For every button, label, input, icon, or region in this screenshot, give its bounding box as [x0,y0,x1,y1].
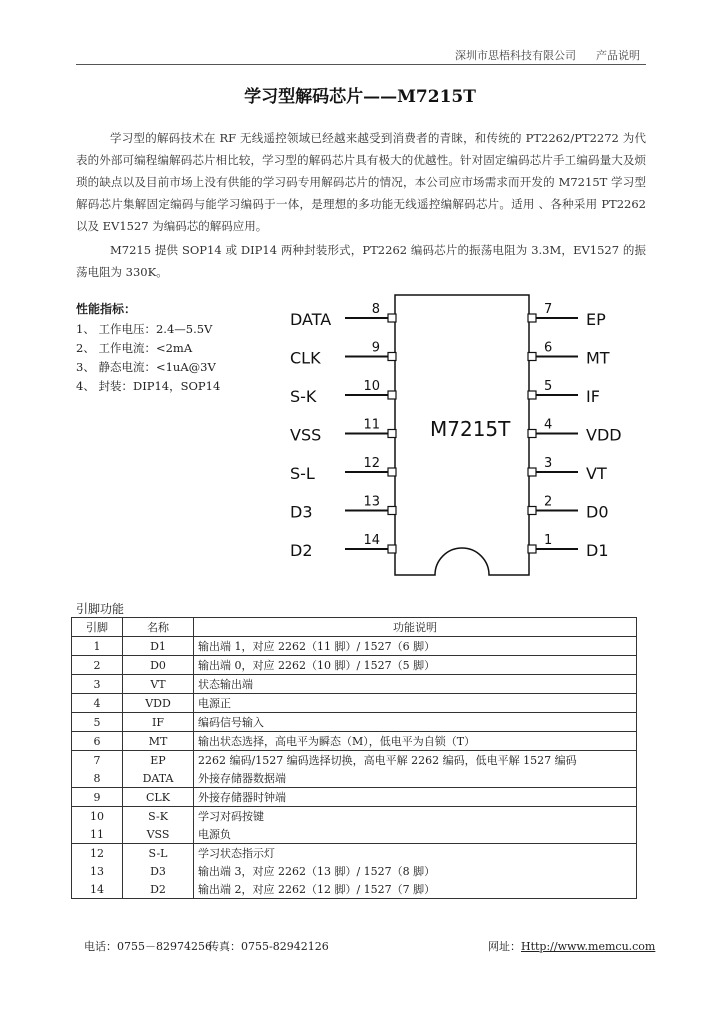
cell-pin: 11 [72,825,123,844]
cell-pin: 1 [72,637,123,656]
cell-pin: 4 [72,694,123,713]
cell-name: VSS [123,825,194,844]
pin-number-right: 4 [544,417,553,433]
cell-pin: 9 [72,788,123,807]
pin-number-left: 13 [363,494,380,510]
pin-pad [528,314,536,322]
cell-name: VDD [123,694,194,713]
cell-desc: 学习对码按键 [194,807,637,826]
spec-item: 3、 静态电流：<1uA@3V [76,360,216,374]
pin-pad [388,353,396,361]
pin-label-left: CLK [290,348,321,368]
cell-pin: 13 [72,862,123,880]
cell-pin: 10 [72,807,123,826]
pin-label-right: D0 [586,502,609,522]
table-row [72,675,637,694]
cell-pin: 8 [72,769,123,788]
spec-item: 1、 工作电压：2.4—5.5V [76,322,213,336]
table-row [72,807,637,826]
table-header-row [72,618,637,637]
cell-name: D0 [123,656,194,675]
specs-title: 性能指标： [76,302,137,316]
pin-label-right: D1 [586,541,609,560]
pin-pad [388,545,396,553]
pin-label-left: S-K [290,387,317,406]
cell-desc: 编码信号输入 [194,713,637,732]
pin-pad [388,468,396,476]
pin-pad [528,391,536,399]
cell-desc: 输出状态选择，高电平为瞬态（M），低电平为自锁（T） [194,732,637,751]
pin-number-left: 10 [363,379,380,394]
cell-desc: 电源正 [194,694,637,713]
spec-item: 2、 工作电流：<2mA [76,341,193,355]
pin-number-left: 12 [363,456,380,471]
cell-pin: 3 [72,675,123,694]
pin-number-right: 3 [544,456,553,471]
pin-label-right: EP [586,310,606,329]
header-company: 深圳市思梧科技有限公司 [455,49,576,62]
cell-name: D3 [123,862,194,880]
chip-name: M7215T [430,417,511,441]
cell-desc: 输出端 1，对应 2262（11 脚）/ 1527（6 脚） [194,637,637,656]
specs-list [76,320,220,396]
pin-number-left: 8 [371,302,380,317]
cell-desc: 学习状态指示灯 [194,844,637,863]
pin-pad [388,507,396,515]
pin-number-left: 11 [363,417,380,433]
footer-web-label: 网址： [488,940,521,953]
pin-label-left: S-L [290,464,315,483]
pin-label-right: VT [586,464,607,483]
pin-number-right: 5 [544,379,553,394]
cell-name: MT [123,732,194,751]
col-header-name: 名称 [123,618,194,637]
cell-name: S-K [123,807,194,826]
pin-pad [528,545,536,553]
cell-pin: 7 [72,751,123,770]
col-header-pin: 引脚 [72,618,123,637]
cell-pin: 14 [72,880,123,899]
cell-name: D1 [123,637,194,656]
pin-pad [528,353,536,361]
table-row [72,751,637,770]
table-row [72,713,637,732]
pin-number-right: 2 [544,494,553,510]
pin-function-table [71,617,637,899]
cell-name: DATA [123,769,194,788]
table-row [72,732,637,751]
cell-desc: 输出端 2，对应 2262（12 脚）/ 1527（7 脚） [194,880,637,899]
pin-label-right: VDD [586,425,622,445]
cell-pin: 2 [72,656,123,675]
pin-number-right: 7 [544,302,553,317]
footer-phone: 电话：0755－82974256 [84,940,212,953]
cell-name: D2 [123,880,194,899]
table-row [72,844,637,863]
header-doc-type: 产品说明 [596,49,640,62]
table-row [72,769,637,788]
header-divider [76,64,646,65]
cell-desc: 电源负 [194,825,637,844]
pin-label-left: D3 [290,502,313,522]
col-header-desc: 功能说明 [194,618,637,637]
footer-fax: 传真：0755-82942126 [208,940,329,953]
table-caption: 引脚功能 [76,602,125,616]
pin-pad [528,468,536,476]
cell-name: CLK [123,788,194,807]
chip-pinout-diagram [280,290,640,590]
cell-name: IF [123,713,194,732]
cell-pin: 12 [72,844,123,863]
pin-pad [528,507,536,515]
spec-item: 4、 封装：DIP14，SOP14 [76,379,221,393]
cell-desc: 状态输出端 [194,675,637,694]
cell-desc: 外接存储器数据端 [194,769,637,788]
table-row [72,788,637,807]
table-row [72,694,637,713]
pin-label-right: IF [586,387,600,406]
cell-desc: 输出端 0，对应 2262（10 脚）/ 1527（5 脚） [194,656,637,675]
cell-desc: 输出端 3，对应 2262（13 脚）/ 1527（8 脚） [194,862,637,880]
page-header [455,47,640,63]
table-row [72,825,637,844]
table-row [72,656,637,675]
website-link[interactable]: Http://www.memcu.com [521,940,656,953]
pin-pad [528,430,536,438]
pin-number-right: 6 [544,340,553,356]
pin-label-left: DATA [290,310,332,329]
page-title: 学习型解码芯片——M7215T [244,87,476,107]
cell-pin: 6 [72,732,123,751]
pin-number-left: 9 [371,340,380,356]
cell-desc: 外接存储器时钟端 [194,788,637,807]
cell-name: S-L [123,844,194,863]
intro-paragraph: 学习型的解码技术在 RF 无线遥控领域已经越来越受到消费者的青睐，和传统的 PT2262/PT2272 为代表的外部可编程编解码芯片相比较，学习型的解码芯片具有极大的优越性。针对固定编码芯片手工编码量大及烦琐的缺点以及目前市场上没有供能的学习码专用解码芯片的情况，本公司应市场需求而开发的 M7215T 学习型解码芯片集解固定编码与能学习编码于一体，是理想的多功能无线遥控编解码芯片。适用 、各种采用 PT2262 以及 EV1527 为编码芯的解码应用。 [76,131,646,233]
pin-pad [388,391,396,399]
pin-number-left: 14 [363,533,380,548]
table-row [72,880,637,899]
pin-label-left: D2 [290,541,313,560]
pin-label-left: VSS [290,425,322,445]
table-row [72,862,637,880]
footer-web [488,938,655,954]
pin-pad [388,430,396,438]
cell-pin: 5 [72,713,123,732]
pin-number-right: 1 [544,533,553,548]
cell-desc: 2262 编码/1527 编码选择切换，高电平解 2262 编码，低电平解 1527 编码 [194,751,637,770]
cell-name: EP [123,751,194,770]
package-paragraph: M7215 提供 SOP14 或 DIP14 两种封装形式，PT2262 编码芯片的振荡电阻为 3.3M，EV1527 的振荡电阻为 330K。 [76,243,646,279]
table-row [72,637,637,656]
pin-label-right: MT [586,348,610,368]
pin-pad [388,314,396,322]
cell-name: VT [123,675,194,694]
